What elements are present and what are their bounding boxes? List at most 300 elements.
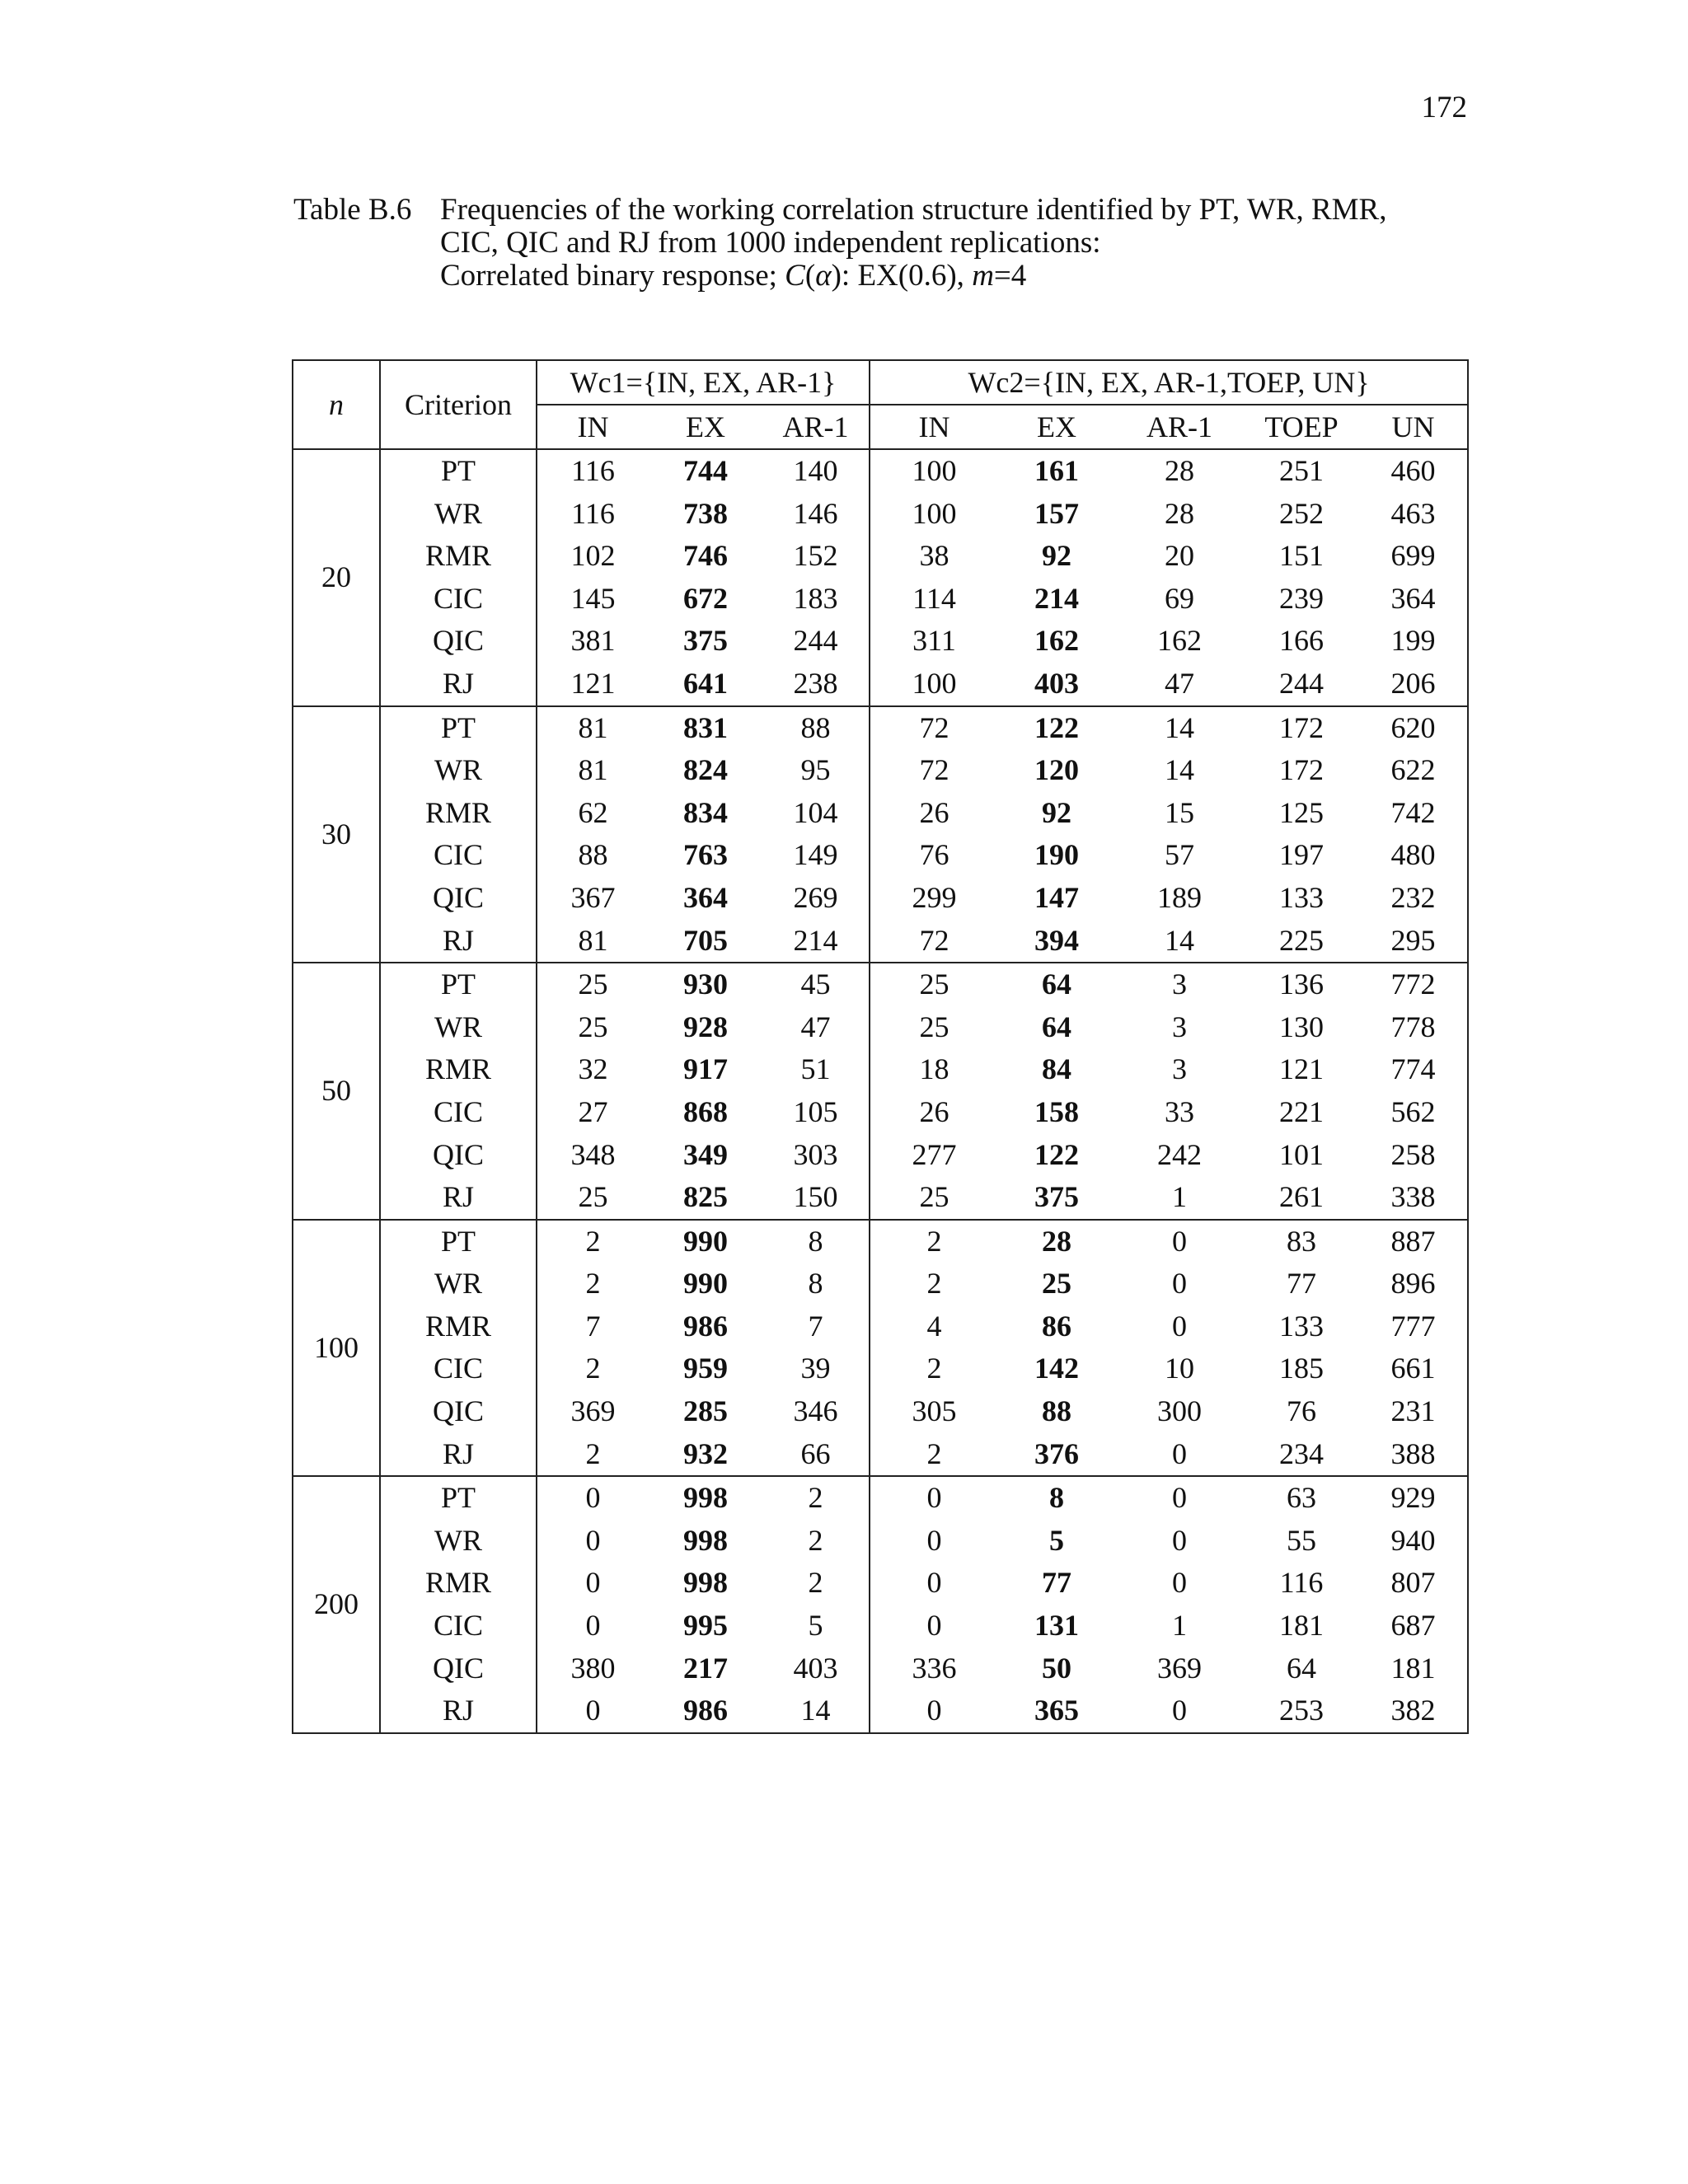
- value-cell: 199: [1359, 620, 1468, 663]
- caption-c-symbol: C: [785, 259, 805, 293]
- value-cell: 375: [998, 1176, 1115, 1220]
- value-cell: 824: [683, 753, 728, 787]
- value-cell: 145: [570, 581, 616, 615]
- value-cell: 14: [1165, 753, 1195, 787]
- value-cell: 162: [1034, 624, 1080, 658]
- criterion-cell: RMR: [380, 1562, 537, 1605]
- value-cell: 64: [1042, 1010, 1072, 1043]
- value-cell: 0: [1172, 1481, 1188, 1515]
- value-cell: 81: [578, 710, 608, 744]
- value-cell: 64: [1042, 968, 1072, 1001]
- value-cell: 705: [649, 920, 762, 963]
- value-cell: 105: [762, 1091, 870, 1134]
- table-row: [293, 1091, 1468, 1134]
- value-cell: 8: [1049, 1481, 1065, 1515]
- criterion-cell: WR: [380, 749, 537, 792]
- criterion-cell: RMR: [380, 1305, 537, 1348]
- criterion-cell: CIC: [380, 1347, 537, 1390]
- sample-size-cell: 100: [293, 1220, 380, 1477]
- value-cell: 3: [1172, 968, 1188, 1001]
- value-cell: 303: [762, 1134, 870, 1177]
- value-cell: 122: [1034, 1137, 1080, 1171]
- value-cell: 403: [998, 663, 1115, 706]
- criterion-cell: PT: [380, 1220, 537, 1263]
- value-cell: 998: [683, 1481, 728, 1515]
- table-row: [293, 620, 1468, 663]
- value-cell: 381: [570, 624, 616, 658]
- header-group-wc2: Wc2={IN, EX, AR-1,TOEP, UN}: [870, 360, 1468, 405]
- table-row: [293, 493, 1468, 536]
- value-cell: 190: [1034, 838, 1080, 872]
- value-cell: 346: [762, 1390, 870, 1433]
- caption-alpha-symbol: α: [815, 259, 832, 293]
- value-cell: 831: [683, 710, 728, 744]
- value-cell: 121: [1279, 1052, 1325, 1086]
- value-cell: 300: [1157, 1394, 1203, 1428]
- value-cell: 774: [1359, 1048, 1468, 1091]
- value-cell: 777: [1359, 1305, 1468, 1348]
- criterion-cell: QIC: [380, 1134, 537, 1177]
- frequency-table: [292, 359, 1469, 1734]
- value-cell: 136: [1279, 968, 1325, 1001]
- value-cell: 0: [1172, 1309, 1188, 1343]
- table-row: [293, 877, 1468, 920]
- table-row: [293, 1176, 1468, 1220]
- value-cell: 72: [919, 753, 950, 787]
- value-cell: 251: [1279, 454, 1325, 487]
- caption-line-2: CIC, QIC and RJ from 1000 independent replications:: [440, 226, 1101, 260]
- value-cell: 258: [1359, 1134, 1468, 1177]
- value-cell: 162: [1157, 624, 1203, 658]
- value-cell: 120: [1034, 753, 1080, 787]
- criterion-cell: QIC: [380, 620, 537, 663]
- value-cell: 166: [1279, 624, 1325, 658]
- table-row: [293, 1263, 1468, 1305]
- value-cell: 18: [919, 1052, 950, 1086]
- value-cell: 86: [1042, 1309, 1072, 1343]
- value-cell: 72: [870, 920, 998, 963]
- value-cell: 25: [919, 1010, 950, 1043]
- header-group-wc1: Wc1={IN, EX, AR-1}: [537, 360, 870, 405]
- value-cell: 661: [1359, 1347, 1468, 1390]
- criterion-cell: RJ: [380, 663, 537, 706]
- value-cell: 131: [1034, 1609, 1080, 1643]
- value-cell: 189: [1157, 880, 1203, 914]
- caption-line-1: Frequencies of the working correlation structure identified by PT, WR, RMR,: [440, 193, 1387, 227]
- value-cell: 55: [1287, 1523, 1317, 1557]
- value-cell: 206: [1359, 663, 1468, 706]
- value-cell: 116: [1279, 1566, 1324, 1600]
- value-cell: 147: [1034, 880, 1080, 914]
- value-cell: 376: [998, 1433, 1115, 1477]
- value-cell: 92: [1042, 795, 1072, 829]
- value-cell: 81: [537, 920, 649, 963]
- value-cell: 244: [762, 620, 870, 663]
- value-cell: 8: [762, 1220, 870, 1263]
- value-cell: 917: [683, 1052, 728, 1086]
- value-cell: 0: [585, 1523, 601, 1557]
- criterion-cell: QIC: [380, 1647, 537, 1690]
- value-cell: 460: [1359, 449, 1468, 493]
- value-cell: 687: [1359, 1605, 1468, 1647]
- value-cell: 763: [683, 838, 728, 872]
- value-cell: 0: [1172, 1566, 1188, 1600]
- value-cell: 121: [537, 663, 649, 706]
- value-cell: 116: [571, 496, 615, 530]
- value-cell: 742: [1359, 792, 1468, 835]
- value-cell: 620: [1359, 706, 1468, 750]
- value-cell: 4: [926, 1309, 942, 1343]
- criterion-cell: CIC: [380, 1605, 537, 1647]
- value-cell: 116: [571, 454, 615, 487]
- value-cell: 225: [1244, 920, 1359, 963]
- value-cell: 336: [912, 1651, 957, 1685]
- value-cell: 641: [649, 663, 762, 706]
- value-cell: 221: [1279, 1094, 1325, 1128]
- value-cell: 28: [1165, 454, 1195, 487]
- value-cell: 349: [683, 1137, 728, 1171]
- table-row: [293, 1647, 1468, 1690]
- value-cell: 295: [1359, 920, 1468, 963]
- header-col-un: UN: [1359, 405, 1468, 449]
- value-cell: 183: [762, 578, 870, 621]
- criterion-cell: PT: [380, 1476, 537, 1520]
- value-cell: 63: [1287, 1481, 1317, 1515]
- value-cell: 2: [762, 1520, 870, 1563]
- value-cell: 928: [683, 1010, 728, 1043]
- value-cell: 77: [1287, 1267, 1317, 1301]
- value-cell: 986: [649, 1690, 762, 1733]
- value-cell: 778: [1359, 1006, 1468, 1049]
- value-cell: 5: [762, 1605, 870, 1647]
- value-cell: 0: [926, 1481, 942, 1515]
- value-cell: 25: [537, 1176, 649, 1220]
- value-cell: 33: [1165, 1094, 1195, 1128]
- value-cell: 232: [1359, 877, 1468, 920]
- value-cell: 0: [926, 1523, 942, 1557]
- value-cell: 95: [762, 749, 870, 792]
- header-col-in-2: IN: [870, 405, 998, 449]
- value-cell: 369: [570, 1394, 616, 1428]
- value-cell: 3: [1172, 1052, 1188, 1086]
- value-cell: 277: [912, 1137, 957, 1171]
- value-cell: 8: [762, 1263, 870, 1305]
- value-cell: 2: [926, 1267, 942, 1301]
- value-cell: 38: [919, 539, 950, 573]
- value-cell: 57: [1165, 838, 1195, 872]
- value-cell: 231: [1359, 1390, 1468, 1433]
- header-col-in-1: IN: [537, 405, 649, 449]
- criterion-cell: WR: [380, 1263, 537, 1305]
- value-cell: 25: [578, 968, 608, 1001]
- value-cell: 10: [1165, 1352, 1195, 1385]
- value-cell: 100: [912, 496, 957, 530]
- value-cell: 738: [683, 496, 728, 530]
- value-cell: 133: [1279, 880, 1325, 914]
- value-cell: 7: [762, 1305, 870, 1348]
- criterion-cell: QIC: [380, 877, 537, 920]
- value-cell: 403: [762, 1647, 870, 1690]
- value-cell: 0: [926, 1566, 942, 1600]
- value-cell: 88: [762, 706, 870, 750]
- value-cell: 122: [1034, 710, 1080, 744]
- value-cell: 995: [683, 1609, 728, 1643]
- table-row: [293, 1390, 1468, 1433]
- table-row: [293, 1048, 1468, 1091]
- value-cell: 14: [1115, 920, 1244, 963]
- value-cell: 39: [762, 1347, 870, 1390]
- value-cell: 887: [1359, 1220, 1468, 1263]
- value-cell: 28: [1165, 496, 1195, 530]
- table-row: [293, 535, 1468, 578]
- value-cell: 25: [919, 968, 950, 1001]
- header-col-toep: TOEP: [1244, 405, 1359, 449]
- value-cell: 1: [1115, 1176, 1244, 1220]
- caption-line-3-suffix: =4: [993, 259, 1027, 293]
- value-cell: 101: [1279, 1137, 1325, 1171]
- value-cell: 125: [1279, 795, 1325, 829]
- caption-body: [440, 194, 1470, 293]
- value-cell: 72: [919, 710, 950, 744]
- value-cell: 77: [1042, 1566, 1072, 1600]
- value-cell: 868: [683, 1094, 728, 1128]
- table-row: [293, 1433, 1468, 1477]
- value-cell: 66: [762, 1433, 870, 1477]
- value-cell: 26: [919, 1094, 950, 1128]
- value-cell: 0: [870, 1690, 998, 1733]
- header-n: n: [293, 360, 380, 449]
- value-cell: 305: [912, 1394, 957, 1428]
- sample-size-cell: 20: [293, 449, 380, 706]
- value-cell: 269: [762, 877, 870, 920]
- value-cell: 100: [870, 663, 998, 706]
- value-cell: 0: [1115, 1433, 1244, 1477]
- table-row: [293, 1305, 1468, 1348]
- caption-line-3: [440, 260, 1470, 293]
- value-cell: 998: [683, 1566, 728, 1600]
- value-cell: 382: [1359, 1690, 1468, 1733]
- value-cell: 672: [683, 581, 728, 615]
- value-cell: 25: [870, 1176, 998, 1220]
- value-cell: 825: [649, 1176, 762, 1220]
- criterion-cell: WR: [380, 1520, 537, 1563]
- table-row: [293, 834, 1468, 877]
- value-cell: 157: [1034, 496, 1080, 530]
- page-number: 172: [1421, 91, 1467, 124]
- value-cell: 929: [1359, 1476, 1468, 1520]
- value-cell: 158: [1034, 1094, 1080, 1128]
- value-cell: 238: [762, 663, 870, 706]
- value-cell: 0: [1172, 1224, 1188, 1258]
- value-cell: 338: [1359, 1176, 1468, 1220]
- value-cell: 2: [585, 1224, 601, 1258]
- value-cell: 62: [578, 795, 608, 829]
- header-criterion: Criterion: [380, 360, 537, 449]
- value-cell: 285: [683, 1394, 728, 1428]
- value-cell: 261: [1244, 1176, 1359, 1220]
- sample-size-cell: 50: [293, 963, 380, 1220]
- value-cell: 896: [1359, 1263, 1468, 1305]
- criterion-cell: CIC: [380, 578, 537, 621]
- value-cell: 364: [1359, 578, 1468, 621]
- value-cell: 161: [1034, 454, 1080, 487]
- value-cell: 990: [683, 1267, 728, 1301]
- value-cell: 130: [1279, 1010, 1325, 1043]
- value-cell: 149: [762, 834, 870, 877]
- value-cell: 28: [1042, 1224, 1072, 1258]
- value-cell: 2: [762, 1562, 870, 1605]
- value-cell: 32: [578, 1052, 608, 1086]
- value-cell: 76: [919, 838, 950, 872]
- value-cell: 2: [537, 1433, 649, 1477]
- value-cell: 114: [912, 581, 956, 615]
- criterion-cell: RJ: [380, 1176, 537, 1220]
- caption-label: Table B.6: [293, 193, 412, 227]
- value-cell: 2: [870, 1433, 998, 1477]
- value-cell: 25: [1042, 1267, 1072, 1301]
- value-cell: 5: [1049, 1523, 1065, 1557]
- value-cell: 83: [1287, 1224, 1317, 1258]
- value-cell: 172: [1279, 753, 1325, 787]
- value-cell: 348: [570, 1137, 616, 1171]
- value-cell: 562: [1359, 1091, 1468, 1134]
- value-cell: 239: [1279, 581, 1325, 615]
- value-cell: 365: [998, 1690, 1115, 1733]
- value-cell: 214: [762, 920, 870, 963]
- value-cell: 181: [1279, 1609, 1325, 1643]
- table-row: [293, 1562, 1468, 1605]
- value-cell: 1: [1172, 1609, 1188, 1643]
- value-cell: 2: [926, 1352, 942, 1385]
- value-cell: 0: [1172, 1267, 1188, 1301]
- value-cell: 47: [762, 1006, 870, 1049]
- value-cell: 15: [1165, 795, 1195, 829]
- value-cell: 84: [1042, 1052, 1072, 1086]
- value-cell: 299: [912, 880, 957, 914]
- criterion-cell: PT: [380, 706, 537, 750]
- value-cell: 88: [578, 838, 608, 872]
- value-cell: 252: [1279, 496, 1325, 530]
- value-cell: 746: [683, 539, 728, 573]
- header-col-ex-1: EX: [649, 405, 762, 449]
- value-cell: 214: [1034, 581, 1080, 615]
- value-cell: 2: [926, 1224, 942, 1258]
- value-cell: 142: [1034, 1352, 1080, 1385]
- value-cell: 140: [762, 449, 870, 493]
- value-cell: 0: [585, 1566, 601, 1600]
- header-col-ar1-1: AR-1: [762, 405, 870, 449]
- header-col-ar1-2: AR-1: [1115, 405, 1244, 449]
- value-cell: 25: [578, 1010, 608, 1043]
- criterion-cell: RJ: [380, 920, 537, 963]
- caption-line-3-prefix: Correlated binary response;: [440, 259, 785, 293]
- table-body: [293, 449, 1468, 1733]
- criterion-cell: RJ: [380, 1690, 537, 1733]
- value-cell: 217: [683, 1651, 728, 1685]
- value-cell: 100: [912, 454, 957, 487]
- criterion-cell: CIC: [380, 1091, 537, 1134]
- criterion-cell: RJ: [380, 1433, 537, 1477]
- table-row: [293, 963, 1468, 1006]
- value-cell: 151: [1279, 539, 1325, 573]
- sample-size-cell: 30: [293, 706, 380, 963]
- value-cell: 375: [683, 624, 728, 658]
- value-cell: 253: [1244, 1690, 1359, 1733]
- criterion-cell: RMR: [380, 792, 537, 835]
- value-cell: 50: [1042, 1651, 1072, 1685]
- value-cell: 150: [762, 1176, 870, 1220]
- table-row: [293, 449, 1468, 493]
- value-cell: 0: [1115, 1690, 1244, 1733]
- value-cell: 0: [585, 1481, 601, 1515]
- value-cell: 364: [683, 880, 728, 914]
- criterion-cell: WR: [380, 1006, 537, 1049]
- criterion-cell: CIC: [380, 834, 537, 877]
- value-cell: 959: [683, 1352, 728, 1385]
- value-cell: 394: [998, 920, 1115, 963]
- value-cell: 0: [926, 1609, 942, 1643]
- value-cell: 0: [1172, 1523, 1188, 1557]
- sample-size-cell: 200: [293, 1476, 380, 1733]
- value-cell: 2: [762, 1476, 870, 1520]
- value-cell: 998: [683, 1523, 728, 1557]
- table-row: [293, 706, 1468, 750]
- value-cell: 7: [585, 1309, 601, 1343]
- criterion-cell: WR: [380, 493, 537, 536]
- value-cell: 367: [570, 880, 616, 914]
- caption-m-symbol: m: [972, 259, 994, 293]
- value-cell: 744: [683, 454, 728, 487]
- criterion-cell: QIC: [380, 1390, 537, 1433]
- table-row: [293, 1006, 1468, 1049]
- value-cell: 172: [1279, 710, 1325, 744]
- criterion-cell: PT: [380, 449, 537, 493]
- value-cell: 699: [1359, 535, 1468, 578]
- table-row: [293, 663, 1468, 706]
- value-cell: 311: [912, 624, 956, 658]
- table-row: [293, 578, 1468, 621]
- value-cell: 69: [1165, 581, 1195, 615]
- header-col-ex-2: EX: [998, 405, 1115, 449]
- value-cell: 2: [585, 1267, 601, 1301]
- value-cell: 622: [1359, 749, 1468, 792]
- value-cell: 932: [649, 1433, 762, 1477]
- value-cell: 146: [762, 493, 870, 536]
- value-cell: 242: [1157, 1137, 1203, 1171]
- value-cell: 104: [762, 792, 870, 835]
- value-cell: 152: [762, 535, 870, 578]
- criterion-cell: PT: [380, 963, 537, 1006]
- value-cell: 88: [1042, 1394, 1072, 1428]
- table-row: [293, 749, 1468, 792]
- value-cell: 133: [1279, 1309, 1325, 1343]
- value-cell: 45: [762, 963, 870, 1006]
- value-cell: 930: [683, 968, 728, 1001]
- value-cell: 64: [1287, 1651, 1317, 1685]
- table-row: [293, 1690, 1468, 1733]
- value-cell: 990: [683, 1224, 728, 1258]
- value-cell: 0: [585, 1609, 601, 1643]
- value-cell: 480: [1359, 834, 1468, 877]
- value-cell: 27: [578, 1094, 608, 1128]
- value-cell: 76: [1287, 1394, 1317, 1428]
- value-cell: 388: [1359, 1433, 1468, 1477]
- table-header: [293, 360, 1468, 449]
- value-cell: 181: [1359, 1647, 1468, 1690]
- value-cell: 772: [1359, 963, 1468, 1006]
- table-row: [293, 920, 1468, 963]
- value-cell: 940: [1359, 1520, 1468, 1563]
